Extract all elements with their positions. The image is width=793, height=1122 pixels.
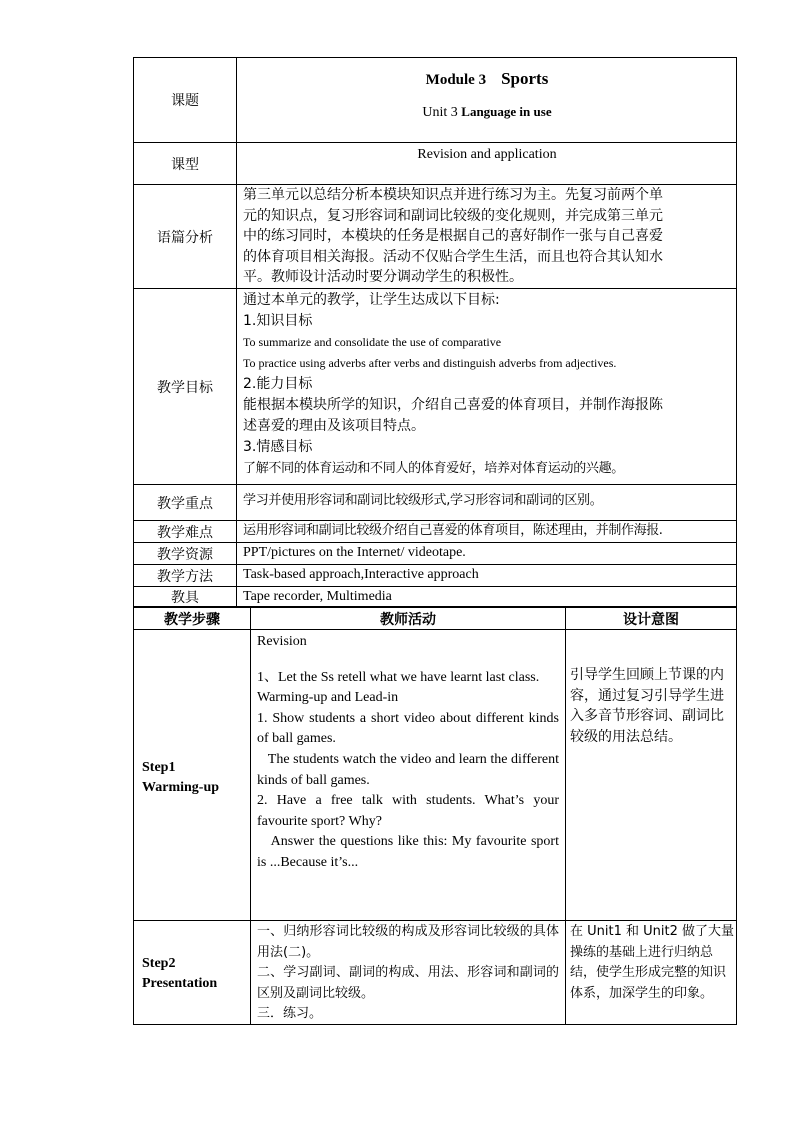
activity-blank bbox=[257, 653, 559, 668]
column-divider bbox=[565, 608, 566, 1024]
step2-name bbox=[142, 954, 217, 994]
row-topic bbox=[133, 57, 737, 142]
analysis-line: 元的知识点，复习形容词和副词比较级的变化规则，并完成第三单元 bbox=[243, 207, 663, 224]
header-intent: 设计意图 bbox=[566, 608, 736, 630]
topic-title-line1 bbox=[238, 68, 736, 91]
type-value: Revision and application bbox=[417, 147, 557, 162]
row-tools bbox=[133, 586, 737, 607]
step1-activity bbox=[257, 632, 563, 874]
module-name: Module 3 bbox=[425, 72, 487, 88]
row-divider bbox=[134, 920, 736, 921]
analysis-line: 的体育项目相关海报。活动不仅贴合学生生活，而且也符合其认知水 bbox=[243, 248, 663, 265]
goals-emotion-1: 了解不同的体育运动和不同人的体育爱好，培养对体育运动的兴趣。 bbox=[243, 461, 625, 476]
topic-content bbox=[238, 58, 736, 142]
method-value: Task-based approach,Interactive approach bbox=[243, 567, 479, 582]
header-step: 教学步骤 bbox=[134, 608, 250, 630]
label-goals: 教学目标 bbox=[134, 289, 237, 484]
step2-title: Presentation bbox=[142, 976, 218, 991]
resources-value: PPT/pictures on the Internet/ videotape. bbox=[243, 545, 466, 560]
goals-knowledge-2: To practice using adverbs after verbs and distinguish adverbs from adjectives. bbox=[243, 356, 617, 370]
module-title: Sports bbox=[501, 69, 549, 88]
label-type: 课型 bbox=[134, 143, 237, 184]
goals-intro: 通过本单元的教学，让学生达成以下目标: bbox=[243, 292, 500, 308]
activity-line: 一、归纳形容词比较级的构成及形容词比较级的具体用法(二)。 bbox=[257, 924, 559, 960]
label-analysis: 语篇分析 bbox=[134, 185, 237, 288]
activity-line: 二、学习副词、副词的构成、用法、形容词和副词的区别及副词比较级。 bbox=[257, 965, 559, 1001]
goals-ability-heading: 2.能力目标 bbox=[243, 376, 313, 392]
steps-table bbox=[133, 607, 737, 1025]
row-key bbox=[133, 484, 737, 520]
activity-line: Answer the questions like this: My favourite sport is ...Because it’s... bbox=[257, 834, 563, 870]
row-difficult bbox=[133, 520, 737, 542]
analysis-line: 中的练习同时，本模块的任务是根据自己的喜好制作一张与自己喜爱 bbox=[243, 228, 663, 245]
activity-line: The students watch the video and learn the different kinds of ball games. bbox=[257, 751, 563, 788]
label-key: 教学重点 bbox=[134, 485, 237, 520]
row-method bbox=[133, 564, 737, 586]
step2-number: Step2 bbox=[142, 956, 176, 971]
goals-ability-2: 述喜爱的理由及该项目特点。 bbox=[243, 418, 425, 434]
topic-title-line2 bbox=[238, 102, 736, 123]
label-method: 教学方法 bbox=[134, 565, 237, 586]
analysis-content bbox=[238, 185, 736, 288]
label-difficult: 教学难点 bbox=[134, 521, 237, 542]
tools-value: Tape recorder, Multimedia bbox=[243, 589, 392, 604]
row-resources bbox=[133, 542, 737, 564]
goals-knowledge-1: To summarize and consolidate the use of comparative bbox=[243, 335, 502, 349]
step1-number: Step1 bbox=[142, 760, 176, 775]
step2-activity bbox=[257, 922, 559, 1025]
row-type bbox=[133, 142, 737, 184]
label-resources: 教学资源 bbox=[134, 543, 237, 564]
row-analysis bbox=[133, 184, 737, 288]
analysis-line: 第三单元以总结分析本模块知识点并进行练习为主。先复习前两个单 bbox=[243, 187, 663, 203]
unit-prefix: Unit 3 bbox=[422, 105, 458, 120]
goals-ability-1: 能根据本模块所学的知识，介绍自己喜爱的体育项目，并制作海报陈 bbox=[243, 397, 663, 413]
step1-title: Warming-up bbox=[142, 780, 220, 795]
activity-line: 2. Have a free talk with students. What’s your favourite sport? Why? bbox=[257, 793, 559, 829]
analysis-line: 平。教师设计活动时要分调动学生的积极性。 bbox=[243, 269, 523, 286]
activity-line: 1. Show students a short video about different kinds of ball games. bbox=[257, 710, 559, 747]
difficult-value: 运用形容词和副词比较级介绍自己喜爱的体育项目，陈述理由，并制作海报. bbox=[243, 523, 663, 538]
step2-intent: 在 Unit1 和 Unit2 做了大量操练的基础上进行归纳总结，使学生形成完整的知识体系，加深学生的印象。 bbox=[570, 924, 734, 1001]
goals-knowledge-heading: 1.知识目标 bbox=[243, 313, 313, 329]
activity-line: Revision bbox=[257, 634, 307, 649]
header-activity: 教师活动 bbox=[251, 608, 565, 630]
activity-line: Warming-up and Lead-in bbox=[257, 690, 399, 706]
key-value: 学习并使用形容词和副词比较级形式,学习形容词和副词的区别。 bbox=[243, 493, 603, 508]
label-tools: 教具 bbox=[134, 587, 237, 606]
step1-intent: 引导学生回顾上节课的内容，通过复习引导学生进入多音节形容词、副词比较级的用法总结。 bbox=[570, 667, 724, 745]
row-goals bbox=[133, 288, 737, 484]
label-topic: 课题 bbox=[134, 58, 237, 142]
unit-title: Language in use bbox=[461, 104, 552, 119]
activity-line: 三．练习。 bbox=[257, 1006, 323, 1021]
goals-content bbox=[238, 290, 736, 484]
activity-line: 1、Let the Ss retell what we have learnt last class. bbox=[257, 669, 540, 685]
column-divider bbox=[250, 608, 251, 1024]
step1-name bbox=[142, 758, 219, 798]
goals-emotion-heading: 3.情感目标 bbox=[243, 439, 313, 455]
